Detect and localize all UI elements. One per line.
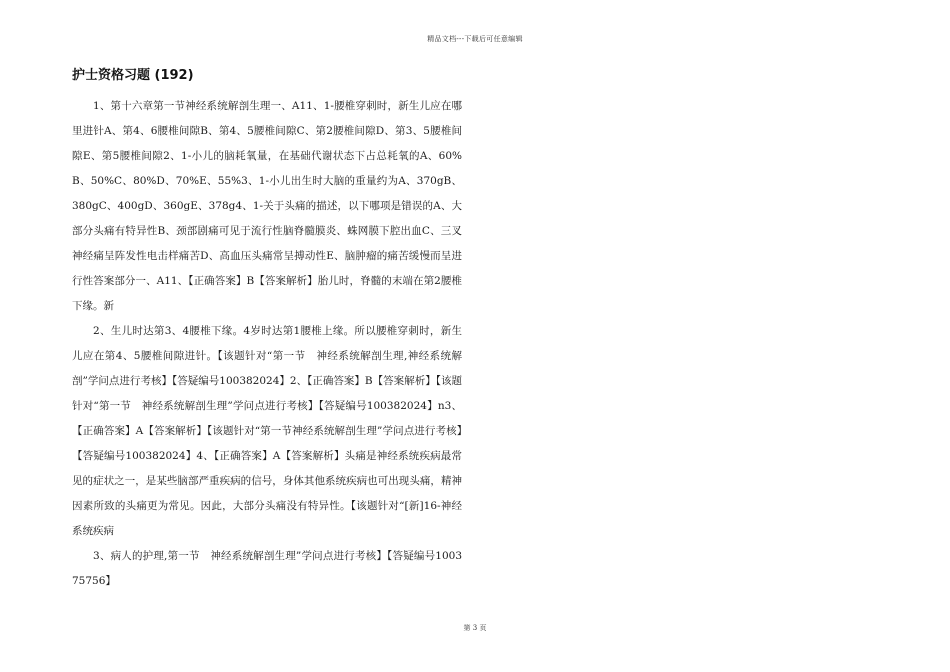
document-title: 护士资格习题 (192) [72, 68, 194, 83]
paragraph-3: 3、病人的护理,第一节 神经系统解剖生理”学问点进行考核】【答疑编号100375756】 [72, 550, 462, 587]
paragraph-1: 1、第十六章第一节神经系统解剖生理一、A11、1-腰椎穿刺时，新生儿应在哪里进针A、第4、6腰椎间隙B、第4、5腰椎间隙C、第2腰椎间隙D、第3、5腰椎间隙E、第5腰椎间隙2、1-小儿的脑耗氧量，在基础代谢状态下占总耗氧的A、60%B、50%C、80%D、70%E、55%3、1-小儿出生时大脑的重量约为A、370gB、380gC、400gD、360gE、378g4、1-关于头痛的描述，以下哪项是错误的A、大部分头痛有特异性B、颈部剧痛可见于流行性脑脊髓膜炎、蛛网膜下腔出血C、三叉神经痛呈阵发性电击样痛苦D、高血压头痛常呈搏动性E、脑肿瘤的痛苦缓慢而呈进行性答案部分一、A11、【正确答案】B【答案解析】胎儿时，脊髓的末端在第2腰椎下缘。新 [72, 100, 462, 312]
paragraph-2: 2、生儿时达第3、4腰椎下缘。4岁时达第1腰椎上缘。所以腰椎穿刺时，新生儿应在第4、5腰椎间隙进针。【该题针对“第一节 神经系统解剖生理,神经系统解剖”学问点进行考核】【答疑编号100382024】2、【正确答案】B【答案解析】【该题针对“第一节 神经系统解剖生理”学问点进行考核】【答疑编号100382024】n3、【正确答案】A【答案解析】【该题针对“第一节神经系统解剖生理”学问点进行考核】【答疑编号100382024】4、【正确答案】A【答案解析】头痛是神经系统疾病最常见的症状之一，是某些脑部严重疾病的信号，身体其他系统疾病也可出现头痛，精神因素所致的头痛更为常见。因此，大部分头痛没有特异性。【该题针对“[新]16-神经系统疾病 [72, 325, 462, 537]
page-number: 第 3 页 [463, 624, 487, 632]
page-header: 精品文档---下载后可任意编辑 [427, 35, 523, 43]
document-body [72, 66, 462, 594]
